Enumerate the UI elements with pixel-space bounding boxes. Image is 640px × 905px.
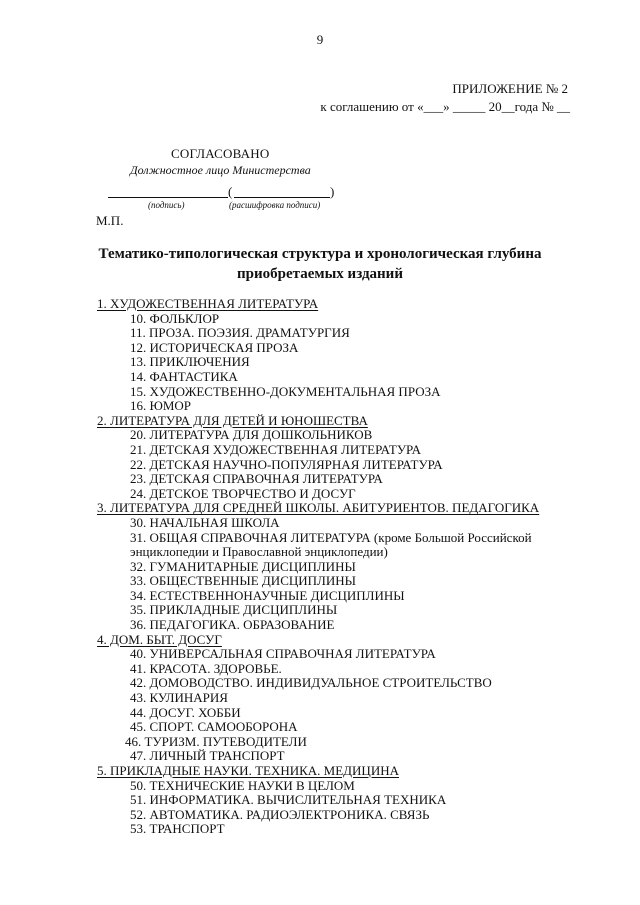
signature-label: (подпись) [148, 200, 185, 210]
list-item: 42. ДОМОВОДСТВО. ИНДИВИДУАЛЬНОЕ СТРОИТЕЛЬСТВО [130, 675, 492, 691]
appendix-header [320, 80, 570, 116]
list-item: 44. ДОСУГ. ХОББИ [130, 704, 241, 720]
list-item: 46. ТУРИЗМ. ПУТЕВОДИТЕЛИ [125, 733, 307, 749]
stamp-label: М.П. [96, 213, 124, 228]
document-title-line-2: приобретаемых изданий [237, 266, 403, 282]
list-item: 53. ТРАНСПОРТ [130, 821, 225, 837]
section-heading: 2. ЛИТЕРАТУРА ДЛЯ ДЕТЕЙ И ЮНОШЕСТВА [97, 412, 368, 428]
list-item: 23. ДЕТСКАЯ СПРАВОЧНАЯ ЛИТЕРАТУРА [130, 471, 383, 487]
list-item: 41. КРАСОТА. ЗДОРОВЬЕ. [130, 660, 282, 676]
list-item: 30. НАЧАЛЬНАЯ ШКОЛА [130, 514, 280, 530]
category-outline [97, 297, 567, 837]
document-title [0, 244, 640, 284]
list-item: 16. ЮМОР [130, 398, 192, 414]
list-item: 14. ФАНТАСТИКА [130, 368, 238, 384]
appendix-agreement-line: к соглашению от «___» _____ 20__года № __ [320, 99, 570, 114]
list-item: 31. ОБЩАЯ СПРАВОЧНАЯ ЛИТЕРАТУРА (кроме Большой Российской [130, 529, 532, 545]
transcript-line [234, 197, 330, 198]
section-heading: 1. ХУДОЖЕСТВЕННАЯ ЛИТЕРАТУРА [97, 296, 319, 311]
list-item: 10. ФОЛЬКЛОР [130, 310, 220, 326]
list-item: 13. ПРИКЛЮЧЕНИЯ [130, 354, 250, 370]
list-item: 35. ПРИКЛАДНЫЕ ДИСЦИПЛИНЫ [130, 602, 338, 618]
list-item: 33. ОБЩЕСТВЕННЫЕ ДИСЦИПЛИНЫ [130, 573, 356, 589]
signature-line [108, 197, 228, 198]
list-item: 45. СПОРТ. САМООБОРОНА [130, 719, 298, 735]
approval-official: Должностное лицо Министерства [130, 163, 311, 177]
list-item: 51. ИНФОРМАТИКА. ВЫЧИСЛИТЕЛЬНАЯ ТЕХНИКА [130, 792, 447, 808]
section-heading: 4. ДОМ. БЫТ. ДОСУГ [97, 631, 222, 647]
transcript-paren-close: ) [330, 184, 335, 199]
list-item: 12. ИСТОРИЧЕСКАЯ ПРОЗА [130, 339, 299, 355]
list-item: 40. УНИВЕРСАЛЬНАЯ СПРАВОЧНАЯ ЛИТЕРАТУРА [130, 646, 436, 662]
list-item: 43. КУЛИНАРИЯ [130, 690, 228, 706]
document-title-line-1: Тематико-типологическая структура и хронологическая глубина [98, 246, 542, 262]
transcript-paren-open: ( [228, 184, 233, 199]
list-item: 34. ЕСТЕСТВЕННОНАУЧНЫЕ ДИСЦИПЛИНЫ [130, 587, 405, 603]
list-item: 24. ДЕТСКОЕ ТВОРЧЕСТВО И ДОСУГ [130, 485, 356, 501]
list-item-continuation: энциклопедии и Православной энциклопедии) [130, 544, 388, 560]
list-item: 20. ЛИТЕРАТУРА ДЛЯ ДОШКОЛЬНИКОВ [130, 427, 373, 443]
list-item: 15. ХУДОЖЕСТВЕННО-ДОКУМЕНТАЛЬНАЯ ПРОЗА [130, 383, 441, 399]
list-item: 47. ЛИЧНЫЙ ТРАНСПОРТ [130, 748, 285, 764]
section-heading: 5. ПРИКЛАДНЫЕ НАУКИ. ТЕХНИКА. МЕДИЦИНА [97, 763, 399, 778]
page-number: 9 [316, 32, 324, 47]
list-item: 50. ТЕХНИЧЕСКИЕ НАУКИ В ЦЕЛОМ [130, 777, 355, 793]
list-item: 32. ГУМАНИТАРНЫЕ ДИСЦИПЛИНЫ [130, 558, 356, 574]
approval-title: СОГЛАСОВАНО [171, 146, 270, 161]
list-item: 36. ПЕДАГОГИКА. ОБРАЗОВАНИЕ [130, 617, 335, 633]
appendix-title: ПРИЛОЖЕНИЕ № 2 [452, 81, 568, 96]
section-heading: 3. ЛИТЕРАТУРА ДЛЯ СРЕДНЕЙ ШКОЛЫ. АБИТУРИЕНТОВ. ПЕДАГОГИКА [97, 500, 540, 516]
list-item: 22. ДЕТСКАЯ НАУЧНО-ПОПУЛЯРНАЯ ЛИТЕРАТУРА [130, 456, 443, 472]
list-item: 52. АВТОМАТИКА. РАДИОЭЛЕКТРОНИКА. СВЯЗЬ [130, 806, 430, 822]
transcript-label: (расшифровка подписи) [229, 200, 321, 210]
list-item: 21. ДЕТСКАЯ ХУДОЖЕСТВЕННАЯ ЛИТЕРАТУРА [130, 441, 422, 457]
list-item: 11. ПРОЗА. ПОЭЗИЯ. ДРАМАТУРГИЯ [130, 325, 350, 341]
